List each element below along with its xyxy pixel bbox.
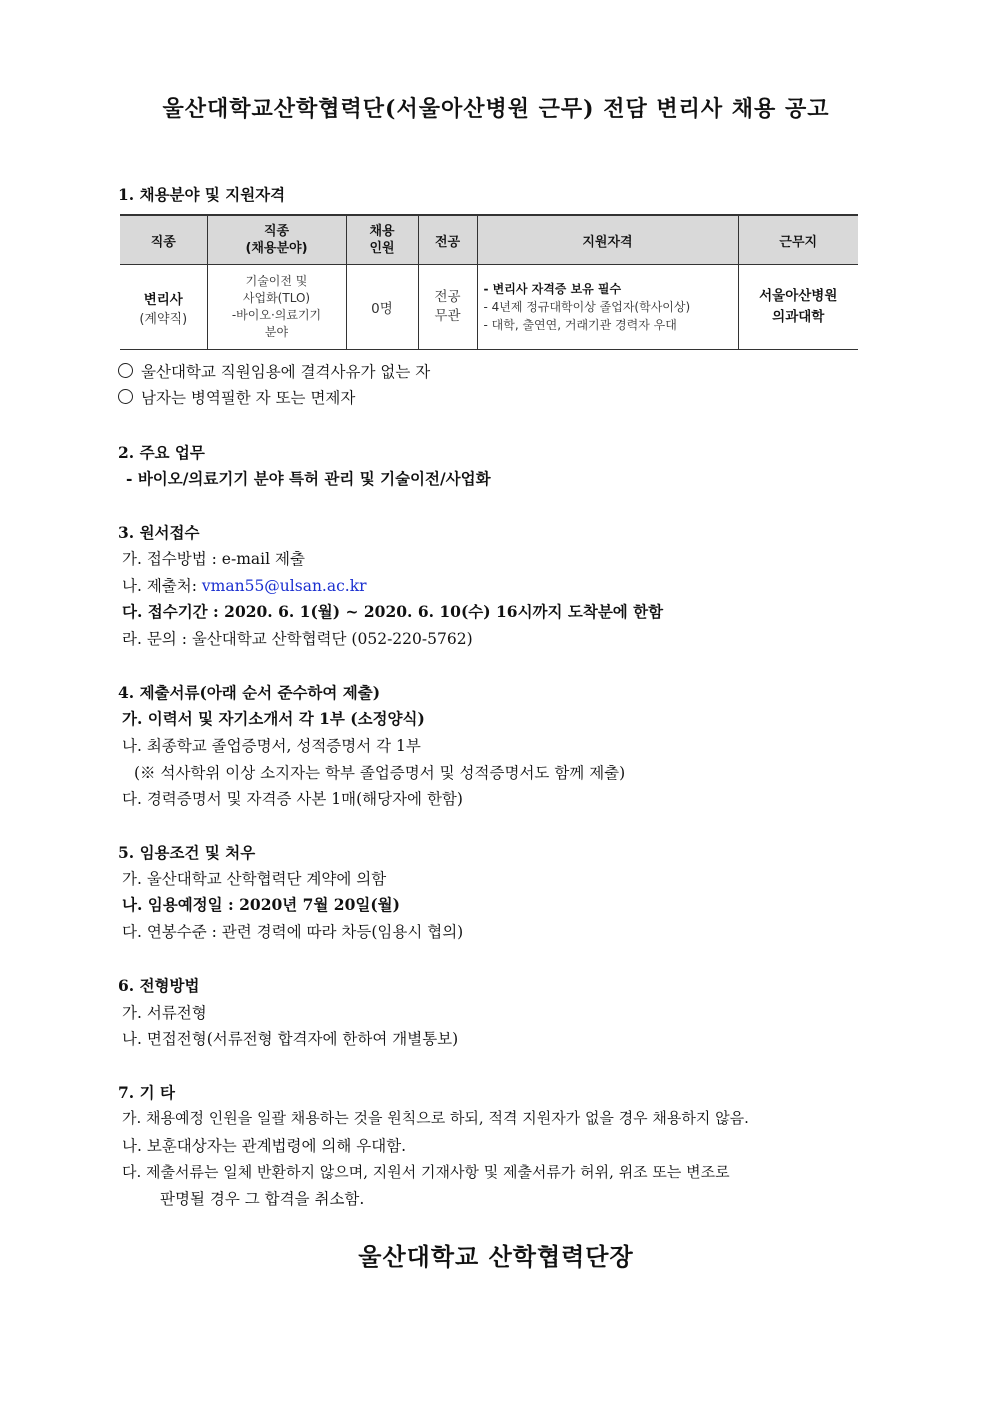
section-5-heading: 5. 임용조건 및 처우 [118,843,256,862]
eligibility-note-1: 울산대학교 직원임용에 결격사유가 없는 자 [118,360,430,382]
section-4-heading: 4. 제출서류(아래 순서 준수하여 제출) [118,683,381,702]
section-6-heading: 6. 전형방법 [118,976,200,995]
qualification-required: - 변리사 자격증 보유 필수 [483,282,622,296]
section-2-heading: 2. 주요 업무 [118,443,205,462]
job-title: 변리사 [143,291,183,308]
other-note-3: 다. 제출서류는 일체 반환하지 않으며, 지원서 기재사항 및 제출서류가 허위, 위조 또는 변조로 [122,1163,730,1181]
header-field: 직종 (채용분야) [207,215,346,265]
qualification-degree: - 4년제 정규대학이상 졸업자(학사이상) [483,300,691,314]
header-workplace: 근무지 [738,215,858,265]
email-link[interactable]: vman55@ulsan.ac.kr [201,577,367,595]
condition-start-date: 나. 임용예정일 : 2020년 7월 20일(월) [122,895,400,914]
main-duty: - 바이오/의료기기 분야 특허 관리 및 기술이전/사업화 [126,469,491,488]
selection-document: 가. 서류전형 [122,1004,207,1022]
application-period: 다. 접수기간 : 2020. 6. 1(월) ~ 2020. 6. 10(수) 16시까지 도착분에 한함 [122,602,664,621]
header-qualification: 지원자격 [477,215,738,265]
cell-major: 전공 무관 [418,265,477,350]
cell-job [120,265,207,350]
cell-field: 기술이전 및 사업화(TLO) -바이오·의료기기 분야 [207,265,346,350]
circle-bullet-icon [118,389,133,404]
other-note-1: 가. 채용예정 인원을 일괄 채용하는 것을 원칙으로 하되, 적격 지원자가 없을 경우 채용하지 않음. [122,1109,749,1127]
recruitment-table [120,214,858,350]
application-destination: 나. 제출처: vman55@ulsan.ac.kr [122,577,367,595]
section-3-heading: 3. 원서접수 [118,523,200,542]
selection-interview: 나. 면접전형(서류전형 합격자에 한하여 개별통보) [122,1030,459,1048]
document-transcript: 나. 최종학교 졸업증명서, 성적증명서 각 1부 [122,737,421,755]
header-count: 채용 인원 [346,215,418,265]
other-note-3-cont: 판명될 경우 그 합격을 취소함. [160,1190,365,1208]
cell-count: 0명 [346,265,418,350]
document-title: 울산대학교산학협력단(서울아산병원 근무) 전담 변리사 채용 공고 [162,96,830,122]
job-type: (계약직) [139,311,188,327]
other-note-2: 나. 보훈대상자는 관계법령에 의해 우대함. [122,1137,407,1155]
section-1-heading: 1. 채용분야 및 지원자격 [118,185,286,204]
eligibility-note-2: 남자는 병역필한 자 또는 면제자 [118,386,355,408]
application-method: 가. 접수방법 : e-mail 제출 [122,550,305,568]
issuer-signature: 울산대학교 산학협력단장 [358,1242,634,1271]
table-header-row [120,215,858,265]
cell-qualification [477,265,738,350]
cell-workplace: 서울아산병원 의과대학 [738,265,858,350]
circle-bullet-icon [118,363,133,378]
document-transcript-note: (※ 석사학위 이상 소지자는 학부 졸업증명서 및 성적증명서도 함께 제출) [134,764,626,782]
qualification-preferred: - 대학, 출연연, 거래기관 경력자 우대 [483,318,677,332]
condition-contract: 가. 울산대학교 산학협력단 계약에 의함 [122,870,387,888]
condition-salary: 다. 연봉수준 : 관련 경력에 따라 차등(임용시 협의) [122,923,464,941]
header-major: 전공 [418,215,477,265]
document-certificate: 다. 경력증명서 및 자격증 사본 1매(해당자에 한함) [122,790,463,808]
document-resume: 가. 이력서 및 자기소개서 각 1부 (소정양식) [122,709,425,728]
table-row [120,265,858,350]
contact-info: 라. 문의 : 울산대학교 산학협력단 (052-220-5762) [122,630,473,648]
header-job: 직종 [120,215,207,265]
section-7-heading: 7. 기 타 [118,1083,175,1102]
